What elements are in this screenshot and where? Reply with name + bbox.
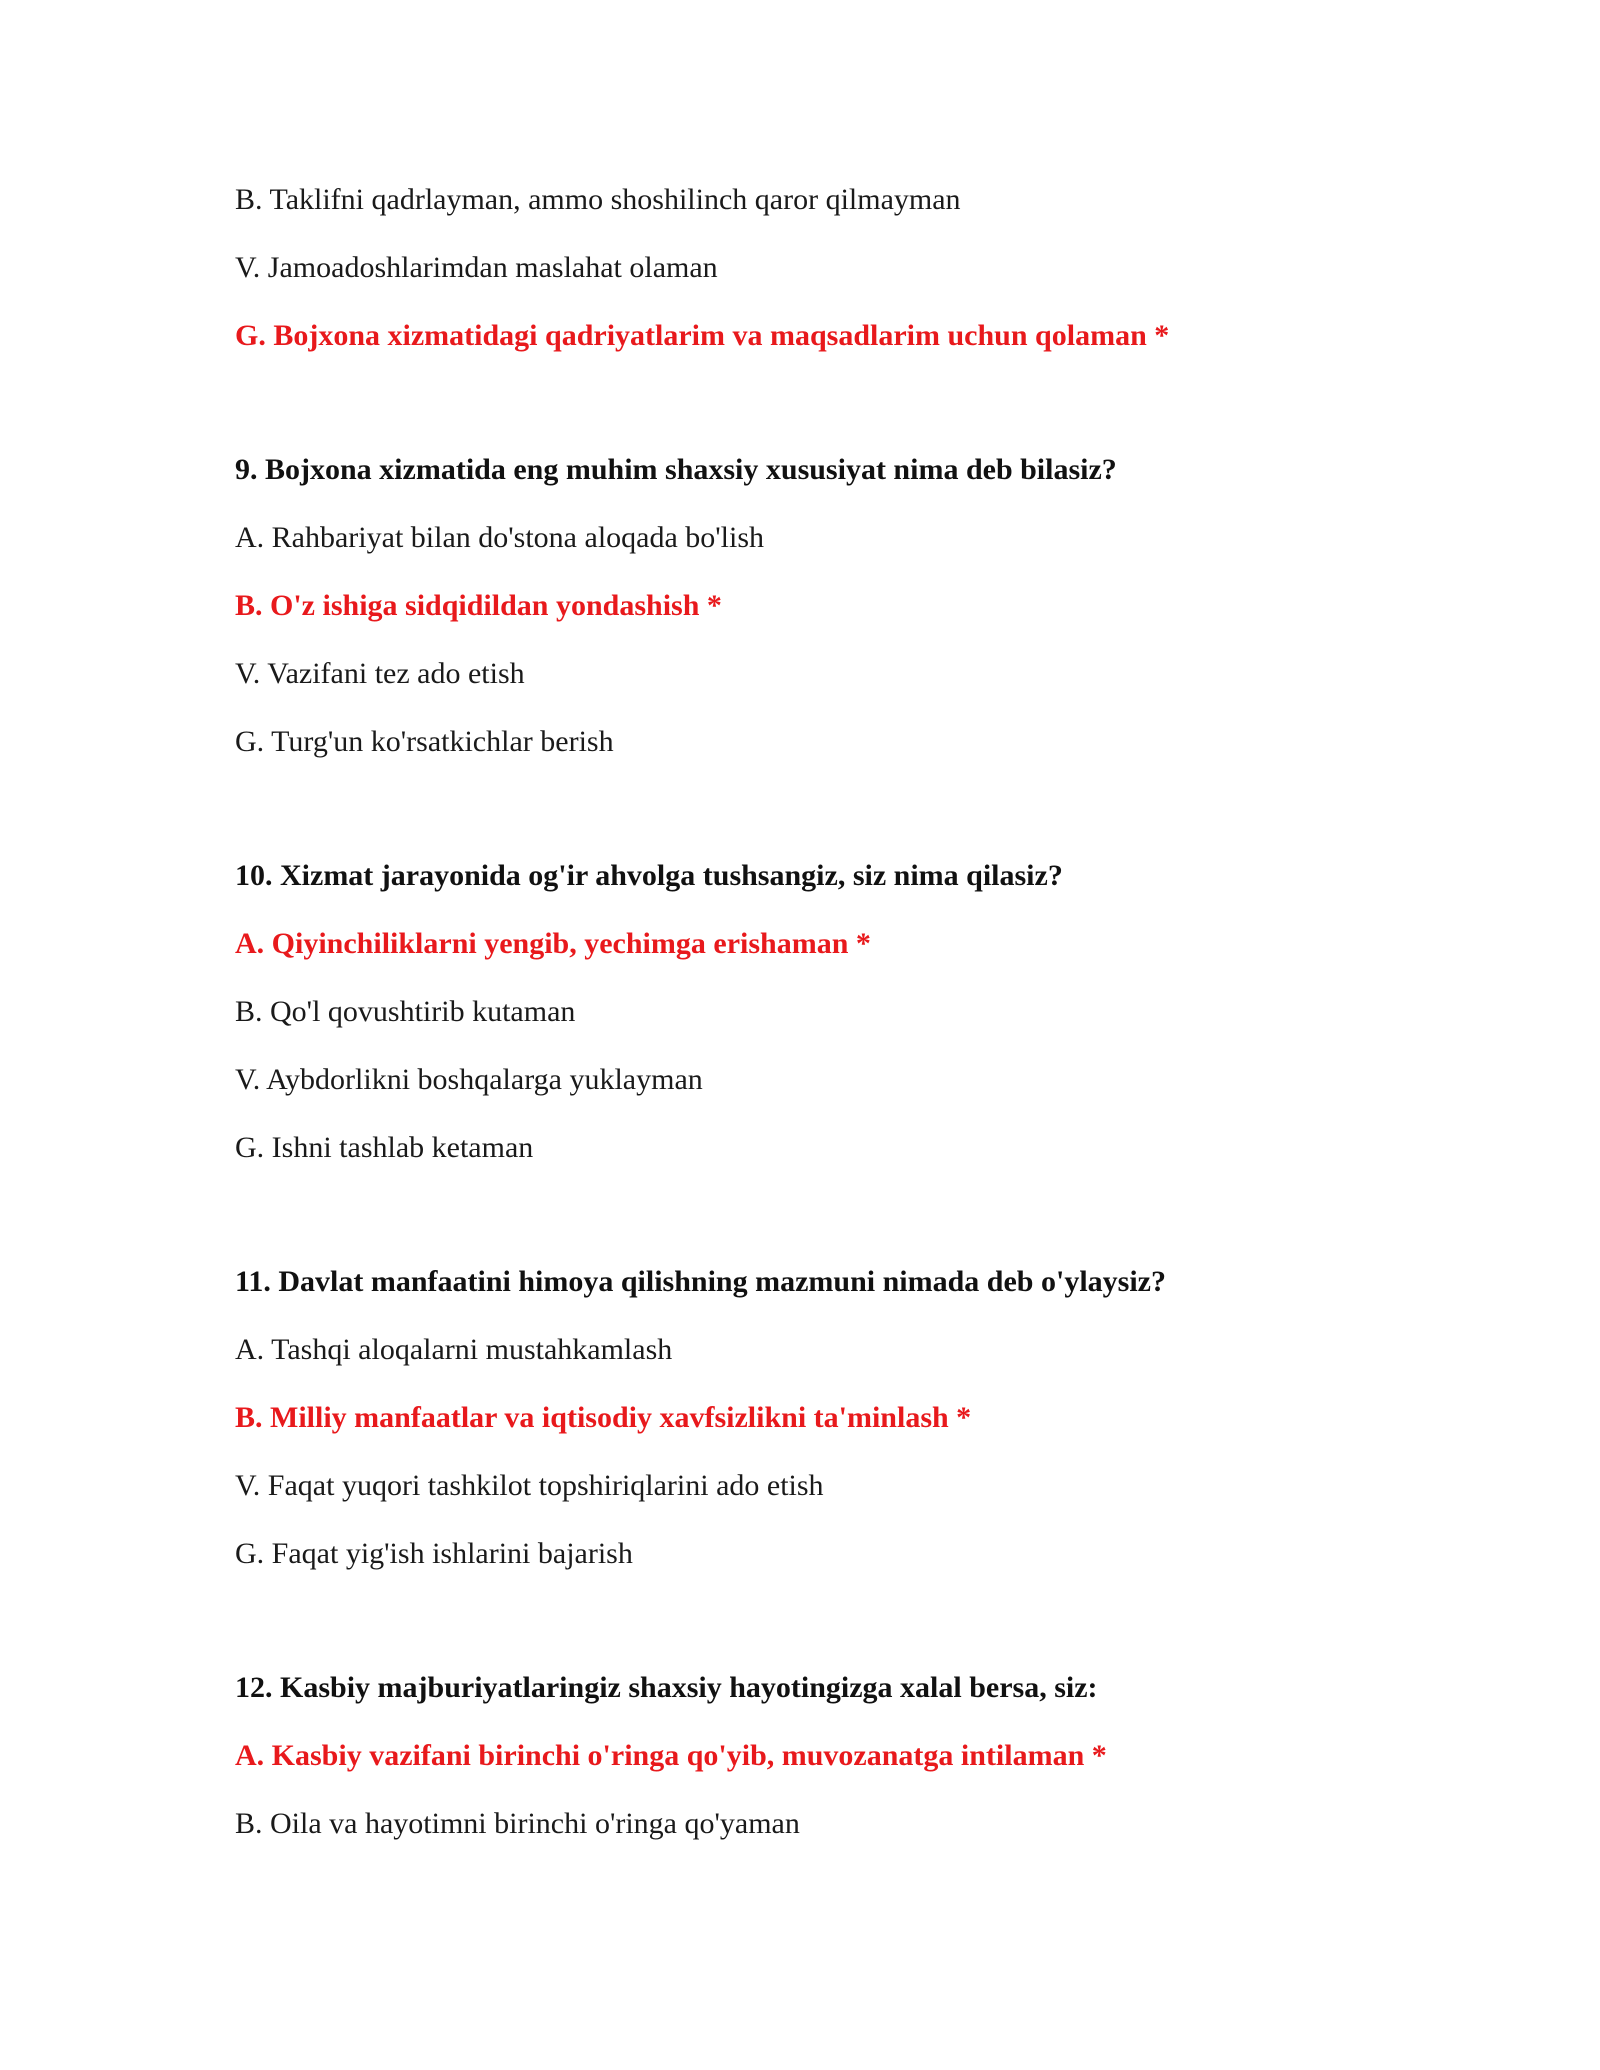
answer-option: V. Vazifani tez ado etish (235, 657, 525, 690)
question-block-9 (235, 452, 1435, 760)
answer-option: B. Taklifni qadrlayman, ammo shoshilinch qaror qilmayman (235, 183, 961, 216)
answer-option: A. Rahbariyat bilan do'stona aloqada bo'lish (235, 521, 765, 554)
spacer (235, 792, 1435, 858)
correct-answer-option: B. O'z ishiga sidqidildan yondashish * (235, 589, 722, 622)
answer-option: B. Oila va hayotimni birinchi o'ringa qo'yaman (235, 1807, 800, 1840)
answer-option: B. Qo'l qovushtirib kutaman (235, 995, 576, 1028)
question-title: 12. Kasbiy majburiyatlaringiz shaxsiy hayotingizga xalal bersa, siz: (235, 1671, 1098, 1704)
correct-answer-option: B. Milliy manfaatlar va iqtisodiy xavfsizlikni ta'minlash * (235, 1401, 972, 1434)
spacer (235, 1604, 1435, 1670)
answer-option: A. Tashqi aloqalarni mustahkamlash (235, 1333, 673, 1366)
document-page (235, 182, 1435, 1874)
answer-option: V. Jamoadoshlarimdan maslahat olaman (235, 251, 718, 284)
question-block-11 (235, 1264, 1435, 1572)
answer-option: G. Turg'un ko'rsatkichlar berish (235, 725, 614, 758)
question-block-10 (235, 858, 1435, 1166)
spacer (235, 386, 1435, 452)
previous-question-options (235, 182, 1435, 354)
question-title: 9. Bojxona xizmatida eng muhim shaxsiy xususiyat nima deb bilasiz? (235, 453, 1117, 486)
correct-answer-option: A. Qiyinchiliklarni yengib, yechimga erishaman * (235, 927, 871, 960)
answer-option: V. Faqat yuqori tashkilot topshiriqlarini ado etish (235, 1469, 824, 1502)
answer-option: G. Faqat yig'ish ishlarini bajarish (235, 1537, 633, 1570)
correct-answer-option: A. Kasbiy vazifani birinchi o'ringa qo'yib, muvozanatga intilaman * (235, 1739, 1107, 1772)
correct-answer-option: G. Bojxona xizmatidagi qadriyatlarim va maqsadlarim uchun qolaman * (235, 319, 1170, 352)
answer-option: V. Aybdorlikni boshqalarga yuklayman (235, 1063, 703, 1096)
spacer (235, 1198, 1435, 1264)
question-title: 10. Xizmat jarayonida og'ir ahvolga tushsangiz, siz nima qilasiz? (235, 859, 1063, 892)
question-title: 11. Davlat manfaatini himoya qilishning mazmuni nimada deb o'ylaysiz? (235, 1265, 1166, 1298)
question-block-12 (235, 1670, 1435, 1842)
answer-option: G. Ishni tashlab ketaman (235, 1131, 534, 1164)
